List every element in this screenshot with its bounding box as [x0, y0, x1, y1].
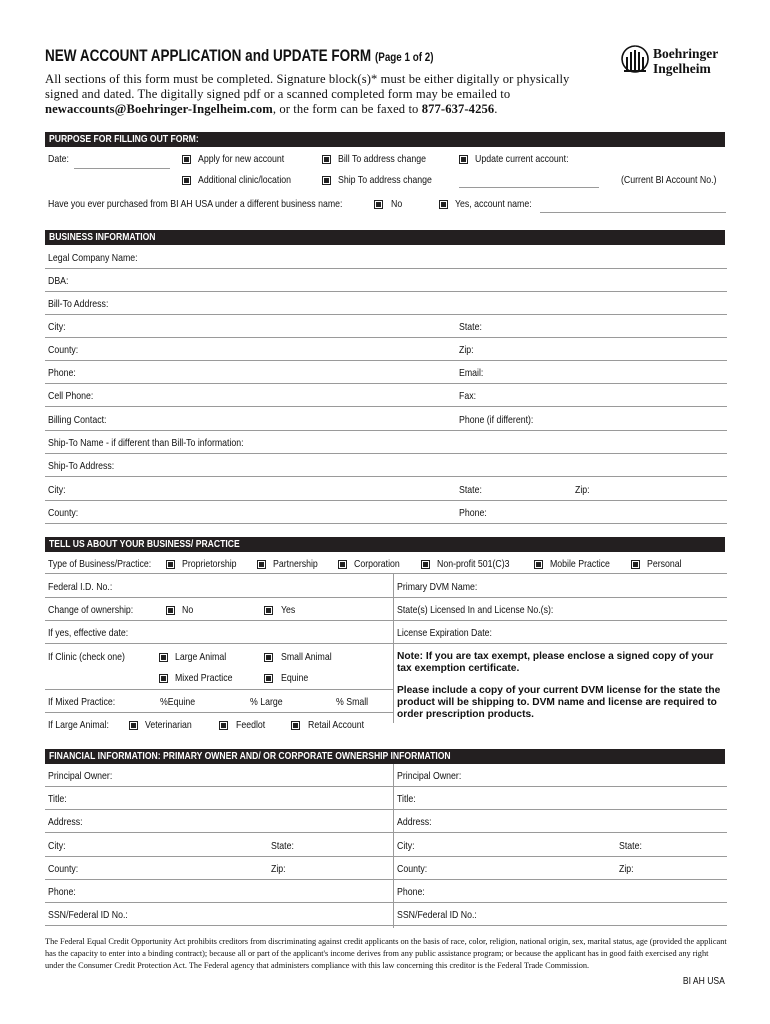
- large-animal-checkbox[interactable]: [159, 653, 168, 662]
- fax-label: Fax:: [459, 391, 477, 402]
- mixed-field[interactable]: [45, 712, 393, 713]
- account-name-field[interactable]: [540, 212, 726, 213]
- owner2-ssn-label: SSN/Federal ID No.:: [397, 910, 477, 921]
- dba-field[interactable]: [45, 291, 727, 292]
- bill-to-address-label: Bill-To Address:: [48, 299, 109, 310]
- ship-county-field[interactable]: [45, 523, 727, 524]
- page-title: [45, 47, 434, 66]
- owner2-zip-label: Zip:: [619, 864, 634, 875]
- intro-part-3: .: [494, 102, 498, 116]
- additional-clinic-checkbox[interactable]: [182, 176, 191, 185]
- tax-exempt-note: Note: If you are tax exempt, please enclose a signed copy of your tax exemption certificate.: [397, 651, 714, 674]
- bill-to-change-label: Bill To address change: [338, 154, 427, 165]
- ship-to-name-field[interactable]: [45, 453, 727, 454]
- pct-small-label: % Small: [336, 697, 369, 708]
- ship-county-label: County:: [48, 508, 79, 519]
- city-label: City:: [48, 322, 66, 333]
- nonprofit-label: Non-profit 501(C)3: [437, 559, 510, 570]
- county-field[interactable]: [45, 879, 727, 880]
- partnership-checkbox[interactable]: [257, 560, 266, 569]
- effective-date-label: If yes, effective date:: [48, 628, 129, 639]
- owner1-address-label: Address:: [48, 817, 83, 828]
- logo-text: [653, 46, 718, 76]
- owner2-phone-label: Phone:: [397, 887, 425, 898]
- bill-to-address-field[interactable]: [45, 314, 727, 315]
- ecoa-disclaimer: The Federal Equal Credit Opportunity Act prohibits creditors from discriminating against credit applicants on the basis of race, color, religion, national origin, sex, marital status, age (provided the applicant has the capacity to enter into a binding contract); because all or part of the applicant's income derives from any public assistance program; or because the applicant has in good faith exercised any right under the Consumer Credit Protection Act. The Federal agency that administers compliance with this law concerning this creditor is the Federal Trade Commission.: [45, 937, 727, 970]
- proprietorship-label: Proprietorship: [182, 559, 237, 570]
- purchased-yes-label: Yes, account name:: [455, 199, 532, 210]
- ship-to-change-label: Ship To address change: [338, 175, 432, 186]
- personal-label: Personal: [647, 559, 682, 570]
- fax-number: 877-637-4256: [421, 102, 495, 116]
- if-clinic-label: If Clinic (check one): [48, 652, 125, 663]
- update-current-checkbox[interactable]: [459, 155, 468, 164]
- purchased-no-checkbox[interactable]: [374, 200, 383, 209]
- date-label: Date:: [48, 154, 69, 165]
- apply-new-label: Apply for new account: [198, 154, 285, 165]
- city-state-field[interactable]: [45, 337, 727, 338]
- owner2-principal-label: Principal Owner:: [397, 771, 462, 782]
- logo-line-2: Ingelheim: [653, 61, 711, 76]
- federal-id-field[interactable]: [45, 597, 727, 598]
- ownership-yes-label: Yes: [281, 605, 296, 616]
- footer-label: BI AH USA: [682, 976, 725, 987]
- owner1-ssn-label: SSN/Federal ID No.:: [48, 910, 128, 921]
- page-indicator: (Page 1 of 2): [374, 50, 434, 64]
- proprietorship-checkbox[interactable]: [166, 560, 175, 569]
- mixed-practice-label: Mixed Practice: [175, 673, 233, 684]
- legal-name-field[interactable]: [45, 268, 727, 269]
- phone-email-field[interactable]: [45, 383, 727, 384]
- states-licensed-label: State(s) Licensed In and License No.(s):: [397, 605, 554, 616]
- clinic-rule: [45, 689, 393, 690]
- intro-part-1: All sections of this form must be completed. Signature block(s)* must be either digitally or physically signed and dated. The digitally signed pdf or a scanned completed form may be emailed to: [45, 72, 570, 101]
- additional-clinic-label: Additional clinic/location: [198, 175, 292, 186]
- cell-fax-field[interactable]: [45, 406, 727, 407]
- ownership-no-checkbox[interactable]: [166, 606, 175, 615]
- owner1-city-label: City:: [48, 841, 66, 852]
- owner2-address-label: Address:: [397, 817, 432, 828]
- current-account-field[interactable]: [459, 187, 599, 188]
- county-zip-field[interactable]: [45, 360, 727, 361]
- legal-name-label: Legal Company Name:: [48, 253, 138, 264]
- ship-to-address-field[interactable]: [45, 476, 727, 477]
- financial-column-divider: [393, 764, 394, 928]
- nonprofit-checkbox[interactable]: [421, 560, 430, 569]
- phone-if-different-label: Phone (if different):: [459, 415, 534, 426]
- small-animal-label: Small Animal: [281, 652, 332, 663]
- ship-to-change-checkbox[interactable]: [322, 176, 331, 185]
- owner2-title-label: Title:: [397, 794, 416, 805]
- personal-checkbox[interactable]: [631, 560, 640, 569]
- veterinarian-label: Veterinarian: [145, 720, 192, 731]
- ownership-yes-checkbox[interactable]: [264, 606, 273, 615]
- email-link[interactable]: newaccounts@Boehringer-Ingelheim.com: [45, 102, 273, 116]
- logo-icon: [620, 44, 650, 80]
- purchased-question: Have you ever purchased from BI AH USA under a different business name:: [48, 199, 343, 210]
- zip-label: Zip:: [459, 345, 474, 356]
- ship-city-label: City:: [48, 485, 66, 496]
- practice-column-divider: [393, 573, 394, 723]
- corporation-checkbox[interactable]: [338, 560, 347, 569]
- date-field[interactable]: [74, 168, 170, 169]
- federal-id-label: Federal I.D. No.:: [48, 582, 113, 593]
- billing-contact-label: Billing Contact:: [48, 415, 107, 426]
- mixed-practice-checkbox[interactable]: [159, 674, 168, 683]
- primary-dvm-label: Primary DVM Name:: [397, 582, 478, 593]
- billing-contact-field[interactable]: [45, 430, 727, 431]
- ship-to-address-label: Ship-To Address:: [48, 461, 115, 472]
- feedlot-checkbox[interactable]: [219, 721, 228, 730]
- owner2-county-label: County:: [397, 864, 428, 875]
- dvm-license-note: Please include a copy of your current DVM license for the state the product will be shipping to. DVM name and license are required to order prescription products.: [397, 685, 721, 720]
- business-type-label: Type of Business/Practice:: [48, 559, 152, 570]
- email-label: Email:: [459, 368, 484, 379]
- apply-new-checkbox[interactable]: [182, 155, 191, 164]
- license-expiration-label: License Expiration Date:: [397, 628, 492, 639]
- change-ownership-label: Change of ownership:: [48, 605, 134, 616]
- ssn-field[interactable]: [45, 925, 727, 926]
- owner2-state-label: State:: [619, 841, 642, 852]
- title-field[interactable]: [45, 809, 727, 810]
- partnership-label: Partnership: [273, 559, 318, 570]
- business-type-rule: [45, 573, 727, 574]
- financial-section-header: FINANCIAL INFORMATION: PRIMARY OWNER AND/ OR CORPORATE OWNERSHIP INFORMATION: [45, 749, 725, 764]
- equine-checkbox[interactable]: [264, 674, 273, 683]
- state-label: State:: [459, 322, 482, 333]
- practice-section-header: TELL US ABOUT YOUR BUSINESS/ PRACTICE: [45, 537, 725, 552]
- principal-owner-field[interactable]: [45, 786, 727, 787]
- small-animal-checkbox[interactable]: [264, 653, 273, 662]
- veterinarian-checkbox[interactable]: [129, 721, 138, 730]
- owner1-state-label: State:: [271, 841, 294, 852]
- county-label: County:: [48, 345, 79, 356]
- equine-label: Equine: [281, 673, 309, 684]
- dba-label: DBA:: [48, 276, 69, 287]
- cell-phone-label: Cell Phone:: [48, 391, 94, 402]
- ownership-no-label: No: [182, 605, 194, 616]
- mobile-practice-label: Mobile Practice: [550, 559, 610, 570]
- ownership-field[interactable]: [45, 620, 727, 621]
- logo-line-1: Boehringer: [653, 46, 719, 61]
- form-title: NEW ACCOUNT APPLICATION and UPDATE FORM: [45, 47, 372, 65]
- city-field[interactable]: [45, 856, 727, 857]
- ship-phone-label: Phone:: [459, 508, 487, 519]
- large-animal-label: Large Animal: [175, 652, 227, 663]
- intro-text: [45, 72, 605, 117]
- phone-label: Phone:: [48, 368, 76, 379]
- current-bi-no-label: (Current BI Account No.): [621, 175, 717, 186]
- ship-zip-label: Zip:: [575, 485, 590, 496]
- phone-field[interactable]: [45, 902, 727, 903]
- retail-account-label: Retail Account: [308, 720, 365, 731]
- pct-large-label: % Large: [250, 697, 283, 708]
- address-field[interactable]: [45, 832, 727, 833]
- ship-state-label: State:: [459, 485, 482, 496]
- if-mixed-label: If Mixed Practice:: [48, 697, 116, 708]
- effective-date-field[interactable]: [45, 643, 727, 644]
- owner1-phone-label: Phone:: [48, 887, 76, 898]
- owner1-zip-label: Zip:: [271, 864, 286, 875]
- pct-equine-label: %Equine: [160, 697, 196, 708]
- ship-city-field[interactable]: [45, 500, 727, 501]
- ship-to-name-label: Ship-To Name - if different than Bill-To information:: [48, 438, 244, 449]
- mobile-practice-checkbox[interactable]: [534, 560, 543, 569]
- purchased-no-label: No: [391, 199, 403, 210]
- owner1-county-label: County:: [48, 864, 79, 875]
- company-logo: [620, 44, 735, 80]
- purchased-yes-checkbox[interactable]: [439, 200, 448, 209]
- bill-to-change-checkbox[interactable]: [322, 155, 331, 164]
- intro-part-2: , or the form can be faxed to: [272, 102, 422, 116]
- feedlot-label: Feedlot: [236, 720, 266, 731]
- owner1-title-label: Title:: [48, 794, 67, 805]
- if-large-label: If Large Animal:: [48, 720, 109, 731]
- purpose-section-header: PURPOSE FOR FILLING OUT FORM:: [45, 132, 725, 147]
- corporation-label: Corporation: [354, 559, 400, 570]
- retail-account-checkbox[interactable]: [291, 721, 300, 730]
- update-current-label: Update current account:: [475, 154, 569, 165]
- business-section-header: BUSINESS INFORMATION: [45, 230, 725, 245]
- owner2-city-label: City:: [397, 841, 415, 852]
- owner1-principal-label: Principal Owner:: [48, 771, 113, 782]
